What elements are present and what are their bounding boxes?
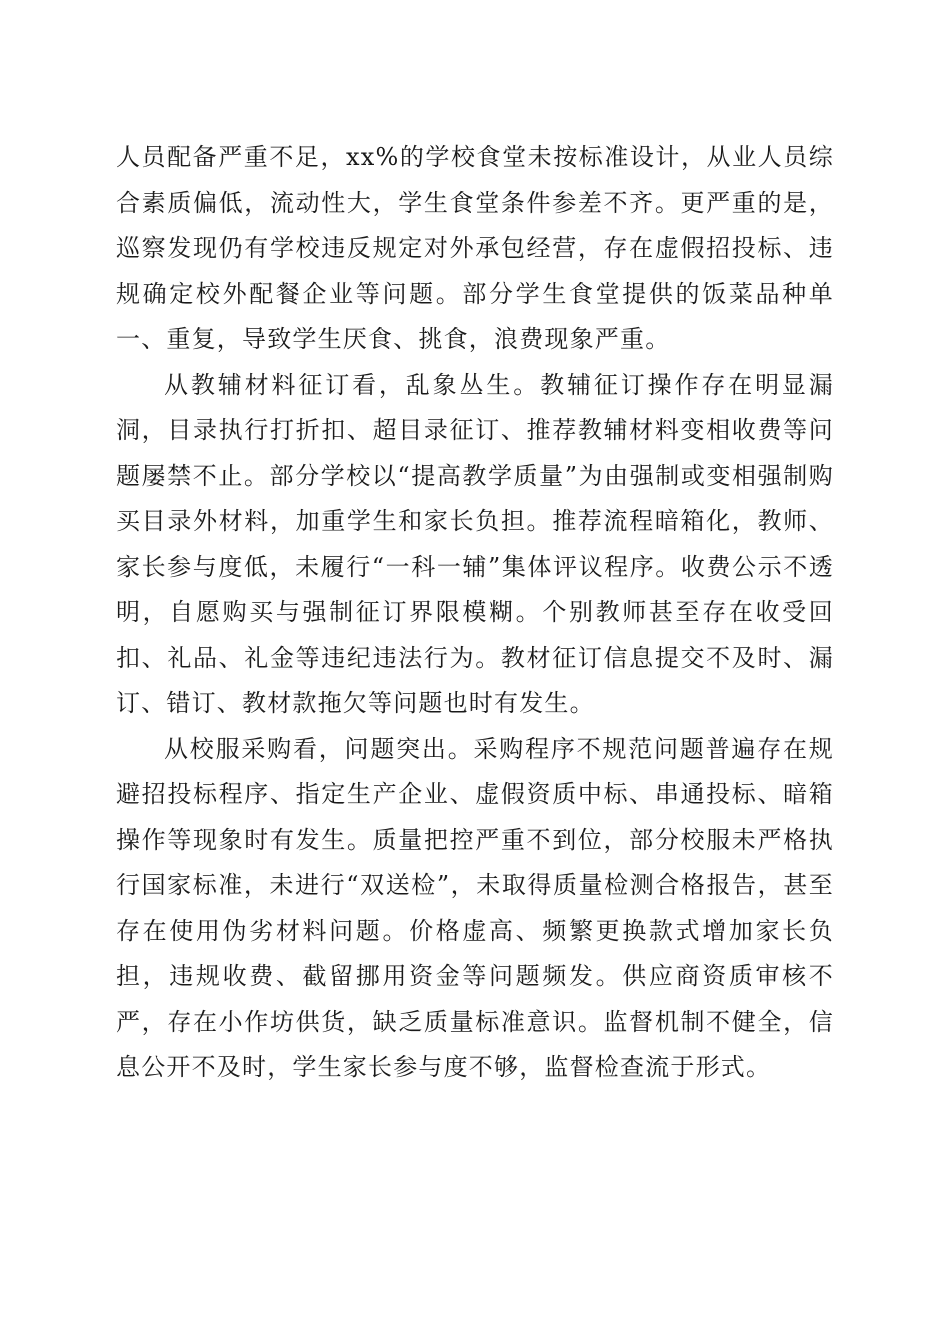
paragraph-school-uniform: 从校服采购看，问题突出。采购程序不规范问题普遍存在规避招投标程序、指定生产企业、虚假资质中标、串通投标、暗箱操作等现象时有发生。质量把控严重不到位，部分校服未严格执行国家标准，未进行“双送检”，未取得质量检测合格报告，甚至存在使用伪劣材料问题。价格虚高、频繁更换款式增加家长负担，违规收费、截留挪用资金等问题频发。供应商资质审核不严，存在小作坊供货，缺乏质量标准意识。监督机制不健全，信息公开不及时，学生家长参与度不够，监督检查流于形式。	[116, 734, 834, 1081]
document-body	[116, 135, 834, 1091]
paragraph-canteen-continued: 人员配备严重不足，xx%的学校食堂未按标准设计，从业人员综合素质偏低，流动性大，学生食堂条件参差不齐。更严重的是，巡察发现仍有学校违反规定对外承包经营，存在虚假招投标、违规确定校外配餐企业等问题。部分学生食堂提供的饭菜品种单一、重复，导致学生厌食、挑食，浪费现象严重。	[116, 143, 834, 353]
paragraph-teaching-materials: 从教辅材料征订看，乱象丛生。教辅征订操作存在明显漏洞，目录执行打折扣、超目录征订、推荐教辅材料变相收费等问题屡禁不止。部分学校以“提高教学质量”为由强制或变相强制购买目录外材料，加重学生和家长负担。推荐流程暗箱化，教师、家长参与度低，未履行“一科一辅”集体评议程序。收费公示不透明，自愿购买与强制征订界限模糊。个别教师甚至存在收受回扣、礼品、礼金等违纪违法行为。教材征订信息提交不及时、漏订、错订、教材款拖欠等问题也时有发生。	[116, 370, 834, 717]
